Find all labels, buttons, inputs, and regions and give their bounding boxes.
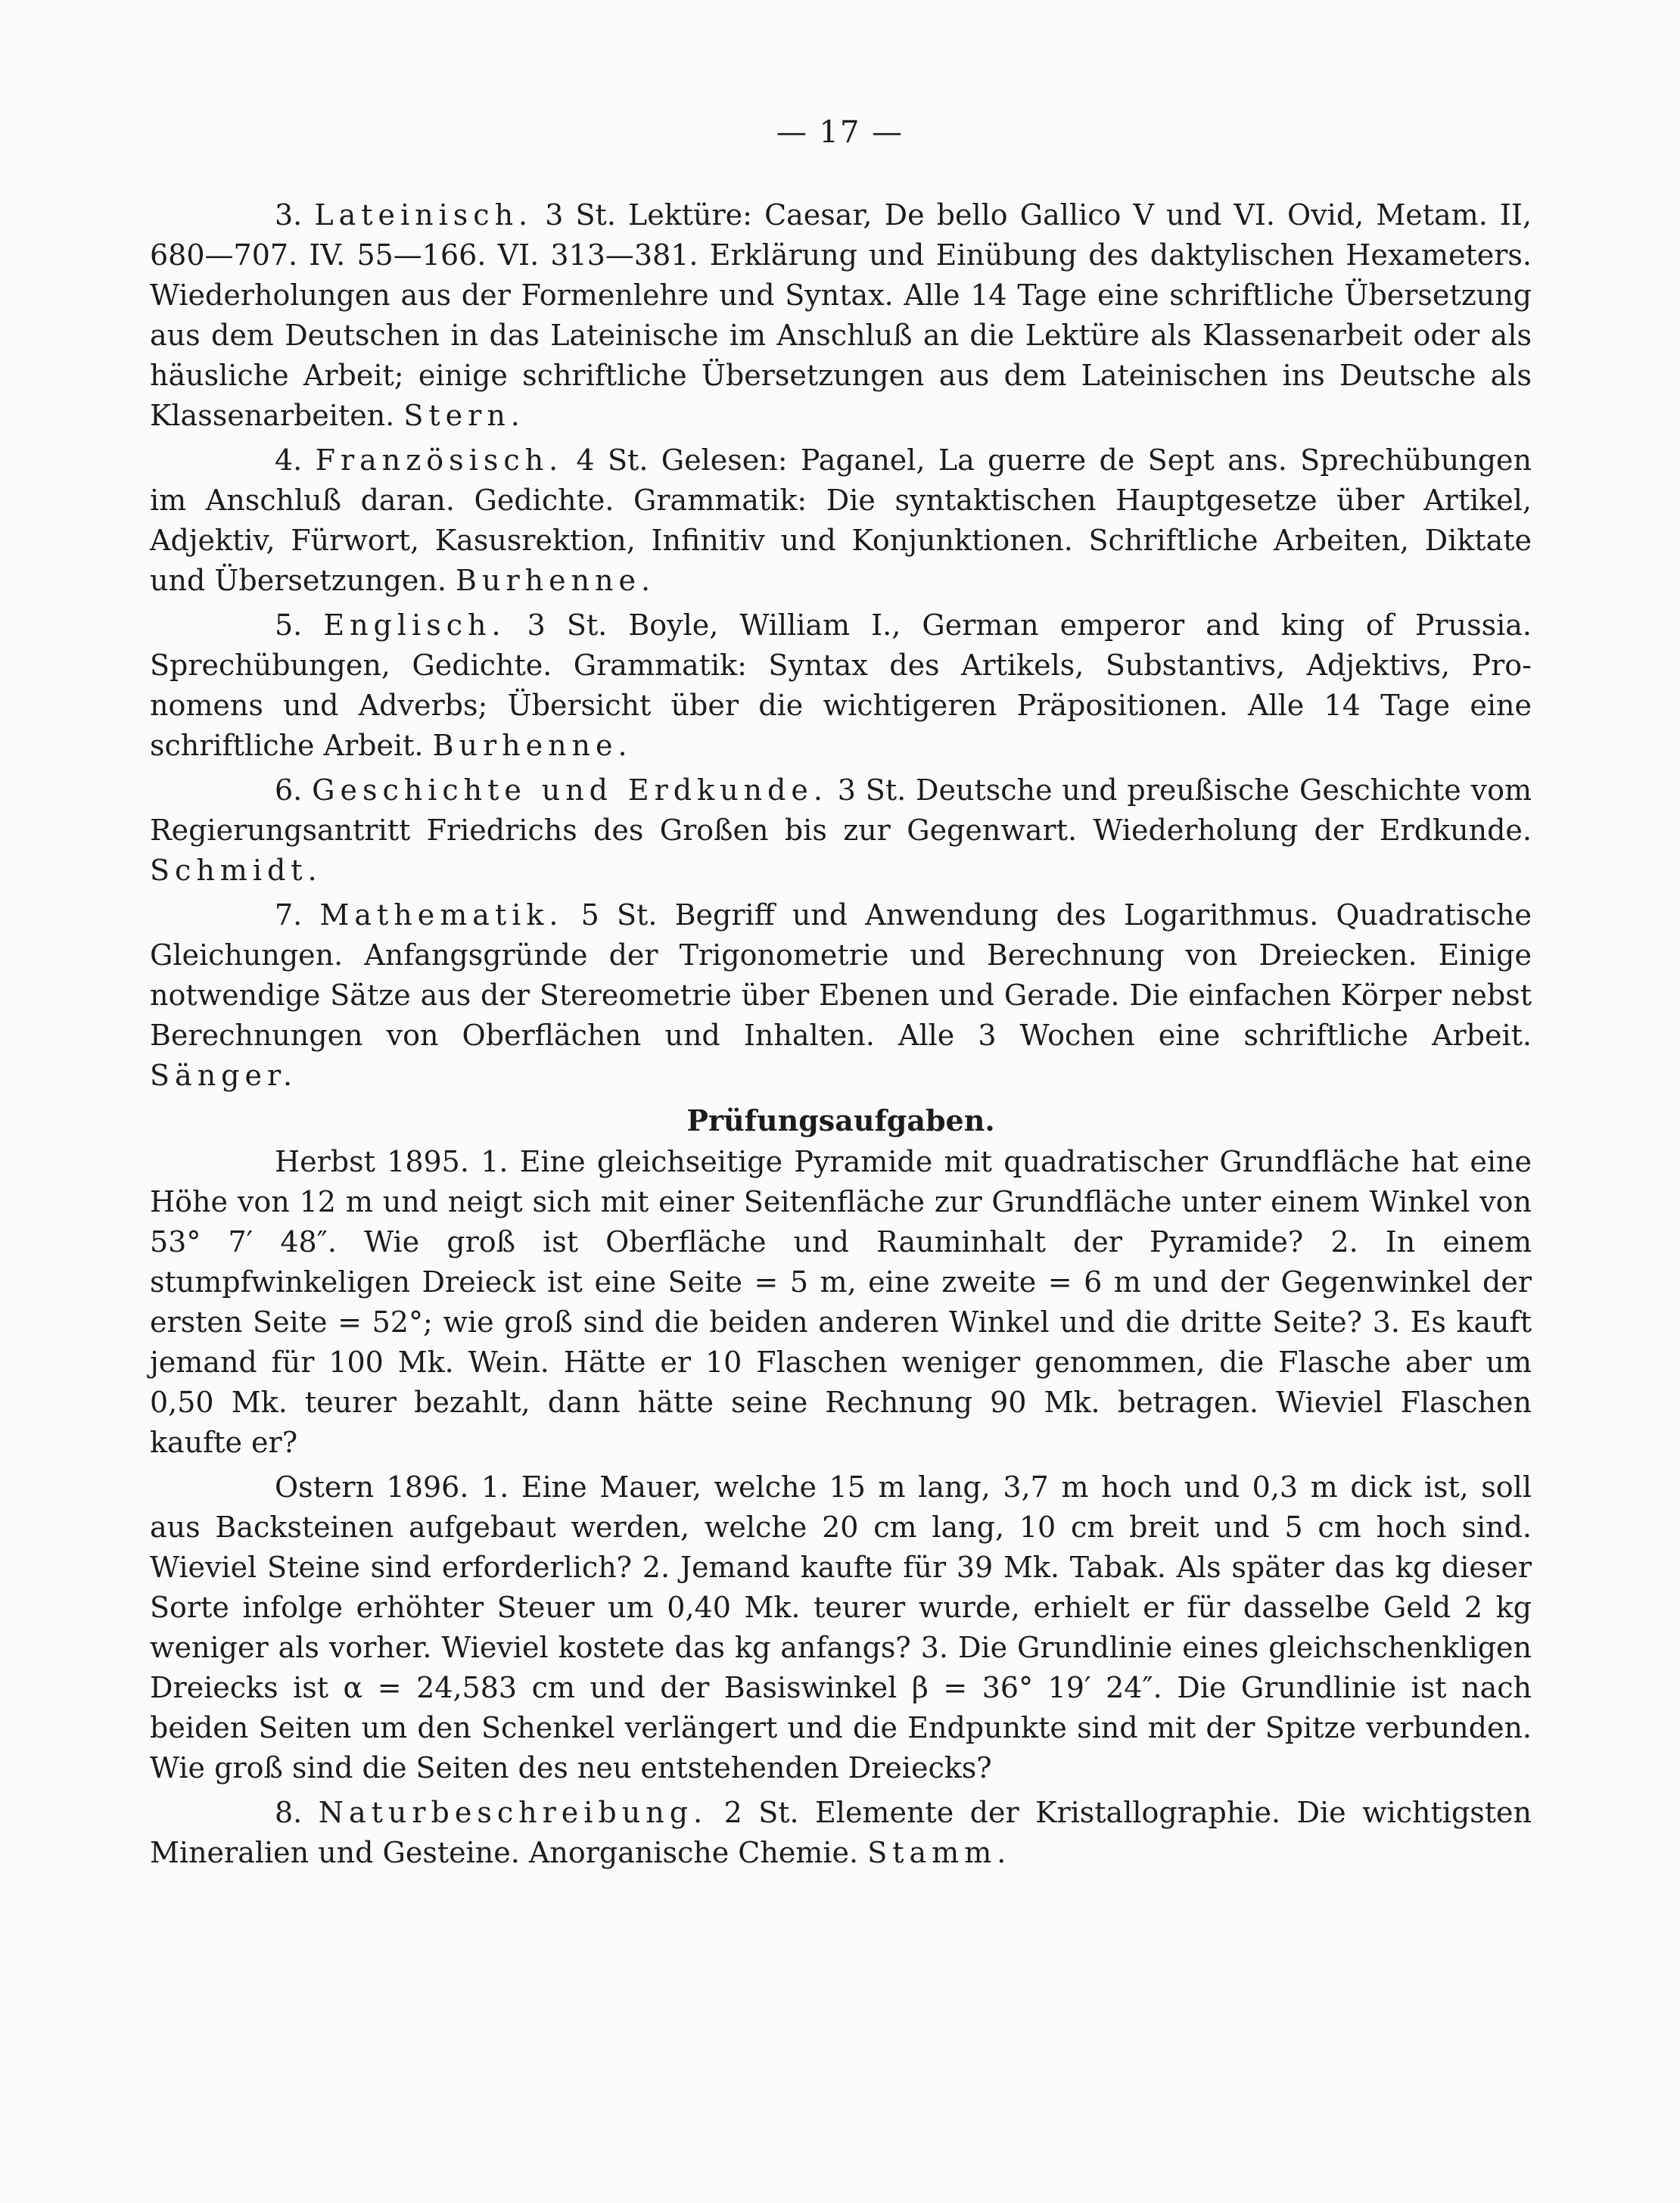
section-subject: Mathematik. — [319, 898, 564, 932]
section-subject: Geschichte und Erdkunde. — [312, 773, 828, 807]
exam-title: Prüfungsaufgaben. — [686, 1103, 995, 1137]
section-english — [150, 605, 1532, 766]
section-teacher: Burhenne. — [456, 564, 656, 597]
section-subject: Französisch. — [315, 443, 564, 477]
section-number: 5. — [275, 608, 303, 642]
section-teacher: Sänger. — [150, 1059, 298, 1092]
section-natural-history — [150, 1793, 1532, 1873]
section-number: 4. — [275, 443, 303, 477]
section-history-geography — [150, 770, 1532, 891]
section-body: 3 St. Boyle, William I., German emperor and king of Prussia. Sprechübungen, Gedichte. Grammatik: Syntax des Artikels, Substantivs, Adjektivs, Pronomens und Adverbs; Übersicht über die wichtigeren Präpositionen. Alle 14 Tage eine schriftliche Arbeit. — [150, 608, 1532, 762]
section-number: 3. — [275, 198, 303, 232]
section-number: 8. — [275, 1796, 303, 1829]
section-subject: Naturbeschreibung. — [318, 1796, 708, 1829]
section-body: 3 St. Deutsche und preußische Geschichte vom Regierungsantritt Friedrichs des Großen bis zur Gegenwart. Wiederholung der Erdkunde. — [150, 773, 1532, 847]
section-latin — [150, 195, 1532, 436]
exam-easter-1896: Ostern 1896. 1. Eine Mauer, welche 15 m lang, 3,7 m hoch und 0,3 m dick ist, soll aus Backsteinen aufgebaut werden, welche 20 cm lang, 10 cm breit und 5 cm hoch sind. Wieviel Steine sind erforderlich? 2. Jemand kaufte für 39 Mk. Tabak. Als später das kg dieser Sorte infolge erhöhter Steuer um 0,40 Mk. teurer wurde, erhielt er für dasselbe Geld 2 kg weniger als vorher. Wieviel kostete das kg anfangs? 3. Die Grundlinie eines gleichschenkligen Dreiecks ist α = 24,583 cm und der Basiswinkel β = 36° 19′ 24″. Die Grundlinie ist nach beiden Seiten um den Schenkel verlängert und die Endpunkte sind mit der Spitze verbunden. Wie groß sind die Seiten des neu entstehenden Dreiecks? — [150, 1470, 1532, 1784]
section-mathematics — [150, 895, 1532, 1096]
page-content — [150, 195, 1532, 1878]
section-subject: Englisch. — [323, 608, 506, 642]
section-body: 3 St. Lektüre: Caesar, De bello Gallico V und VI. Ovid, Metam. II, 680—707. IV. 55—166. VI. 313—381. Erklärung und Einübung des daktylischen Hexameters. Wiederholungen aus der Formenlehre und Syntax. Alle 14 Tage eine schriftliche Übersetzung aus dem Deutschen in das Lateinische im Anschluß an die Lektüre als Klassenarbeit oder als häusliche Arbeit; einige schriftliche Übersetzungen aus dem Lateinischen ins Deutsche als Klassenarbeiten. — [150, 198, 1532, 432]
section-french — [150, 440, 1532, 601]
exam-autumn-1895: Herbst 1895. 1. Eine gleichseitige Pyramide mit quadratischer Grundfläche hat eine Höhe von 12 m und neigt sich mit einer Seitenfläche zur Grundfläche unter einem Winkel von 53° 7′ 48″. Wie groß ist Oberfläche und Rauminhalt der Pyramide? 2. In einem stumpfwinkeligen Dreieck ist eine Seite = 5 m, eine zweite = 6 m und der Gegenwinkel der ersten Seite = 52°; wie groß sind die beiden anderen Winkel und die dritte Seite? 3. Es kauft jemand für 100 Mk. Wein. Hätte er 10 Flaschen weniger genommen, die Flasche aber um 0,50 Mk. teurer bezahlt, dann hätte seine Rechnung 90 Mk. betragen. Wieviel Flaschen kaufte er? — [150, 1145, 1532, 1459]
section-teacher: Burhenne. — [432, 729, 633, 762]
section-teacher: Stamm. — [867, 1836, 1012, 1869]
section-number: 6. — [275, 773, 303, 807]
section-teacher: Stern. — [403, 399, 525, 432]
section-body: 2 St. Elemente der Kristallographie. Die wichtigsten Mineralien und Gesteine. Anorganische Chemie. — [150, 1796, 1532, 1869]
page-number: — 17 — — [776, 115, 904, 150]
section-body: 4 St. Gelesen: Paganel, La guerre de Sept ans. Sprechübungen im Anschluß daran. Gedichte. Grammatik: Die syntaktischen Hauptgesetze über Artikel, Adjektiv, Fürwort, Kasusrektion, Infinitiv und Konjunktionen. Schriftliche Arbeiten, Diktate und Übersetzungen. — [150, 443, 1532, 597]
section-teacher: Schmidt. — [150, 854, 322, 887]
section-subject: Lateinisch. — [314, 198, 534, 232]
section-number: 7. — [275, 898, 303, 932]
section-body: 5 St. Begriff und Anwendung des Logarithmus. Quadratische Gleichungen. Anfangsgründe der Trigonometrie und Berechnung von Dreiecken. Einige notwendige Sätze aus der Stereometrie über Ebenen und Gerade. Die einfachen Körper nebst Berechnungen von Oberflächen und Inhalten. Alle 3 Wochen eine schriftliche Arbeit. — [150, 898, 1532, 1052]
